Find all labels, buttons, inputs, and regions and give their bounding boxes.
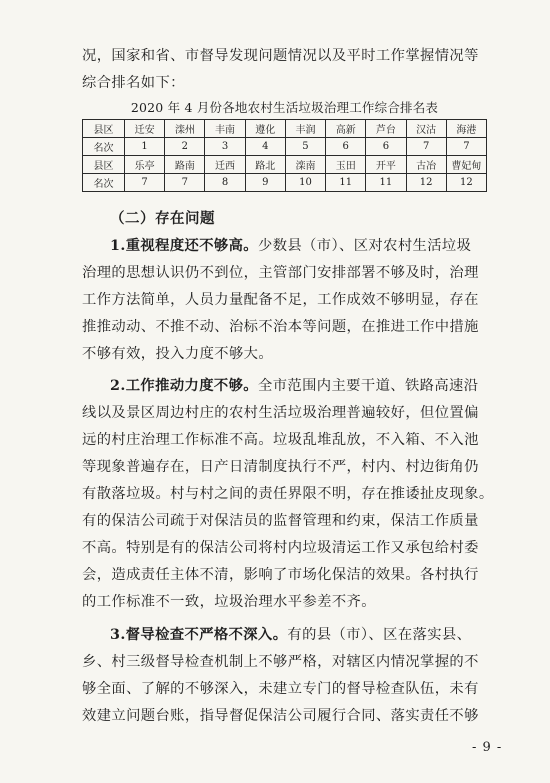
paragraph-1-line-5: 不够有效，投入力度不够大。 xyxy=(82,346,274,362)
table-cell: 8 xyxy=(205,174,245,192)
table-cell: 7 xyxy=(446,138,486,156)
table-cell: 滦南 xyxy=(285,156,325,174)
section-heading: （二）存在问题 xyxy=(110,210,215,227)
paragraph-1-line-1: 1.重视程度还不够高。少数县（市）、区对农村生活垃圾 xyxy=(110,238,472,254)
table-cell: 乐亭 xyxy=(125,156,165,174)
table-cell: 7 xyxy=(125,174,165,192)
table-cell: 曹妃甸 xyxy=(446,156,486,174)
table-cell: 迁安 xyxy=(125,120,165,138)
table-cell: 6 xyxy=(366,138,406,156)
ranking-table xyxy=(82,119,487,192)
table-cell: 丰南 xyxy=(205,120,245,138)
table-cell: 遵化 xyxy=(245,120,285,138)
paragraph-3-line-2: 乡、村三级督导检查机制上不够严格，对辖区内情况掌握的不 xyxy=(82,654,479,670)
table-cell: 7 xyxy=(406,138,446,156)
intro-line-2: 综合排名如下： xyxy=(82,75,185,91)
table-cell: 7 xyxy=(165,174,205,192)
paragraph-2-line-3: 远的村庄治理工作标准不高。垃圾乱堆乱放，不入箱、不入池 xyxy=(82,432,479,448)
paragraph-3-line-3: 够全面、了解的不够深入，未建立专门的督导检查队伍，未有 xyxy=(82,681,479,697)
paragraph-2-line-7: 不高。特别是有的保洁公司将村内垃圾清运工作又承包给村委 xyxy=(82,540,479,556)
paragraph-2-line-5: 有散落垃圾。村与村之间的责任界限不明，存在推诿扯皮现象。 xyxy=(82,486,494,502)
row-header: 名次 xyxy=(83,138,125,156)
table-cell: 玉田 xyxy=(326,156,366,174)
paragraph-1-line-3: 工作方法简单，人员力量配备不足，工作成效不够明显，存在 xyxy=(82,292,479,308)
paragraph-1-line-4: 推推动动、不推不动、治标不治本等问题，在推进工作中措施 xyxy=(82,319,479,335)
table-cell: 9 xyxy=(245,174,285,192)
table-cell: 路南 xyxy=(165,156,205,174)
paragraph-3-title: 3.督导检查不严格不深入。 xyxy=(110,627,288,643)
paragraph-2-title: 2.工作推动力度不够。 xyxy=(110,378,258,394)
table-cell: 丰润 xyxy=(285,120,325,138)
paragraph-2-line-2: 线以及景区周边村庄的农村生活垃圾治理普遍较好，但位置偏 xyxy=(82,405,479,421)
table-cell: 12 xyxy=(446,174,486,192)
table-cell: 芦台 xyxy=(366,120,406,138)
paragraph-1-title: 1.重视程度还不够高。 xyxy=(110,238,258,254)
row-header: 名次 xyxy=(83,174,125,192)
table-row xyxy=(83,174,487,192)
page-number: - 9 - xyxy=(472,740,503,755)
paragraph-2-line-8: 会，造成责任主体不清，影响了市场化保洁的效果。各村执行 xyxy=(82,567,479,583)
table-cell: 5 xyxy=(285,138,325,156)
paragraph-2-line-4: 等现象普遍存在，日产日清制度执行不严，村内、村边街角仍 xyxy=(82,459,479,475)
table-cell: 滦州 xyxy=(165,120,205,138)
table-cell: 6 xyxy=(326,138,366,156)
table-cell: 古冶 xyxy=(406,156,446,174)
table-cell: 3 xyxy=(205,138,245,156)
paragraph-2-line-9: 的工作标准不一致，垃圾治理水平参差不齐。 xyxy=(82,594,376,610)
table-cell: 高新 xyxy=(326,120,366,138)
table-cell: 汉沽 xyxy=(406,120,446,138)
table-cell: 海港 xyxy=(446,120,486,138)
table-row xyxy=(83,138,487,156)
table-cell: 开平 xyxy=(366,156,406,174)
table-cell: 11 xyxy=(326,174,366,192)
paragraph-2-line-1: 2.工作推动力度不够。全市范围内主要干道、铁路高速沿 xyxy=(110,378,479,394)
table-cell: 10 xyxy=(285,174,325,192)
table-cell: 路北 xyxy=(245,156,285,174)
table-title: 2020 年 4 月份各地农村生活垃圾治理工作综合排名表 xyxy=(130,100,439,115)
table-cell: 4 xyxy=(245,138,285,156)
table-cell: 12 xyxy=(406,174,446,192)
table-cell: 1 xyxy=(125,138,165,156)
paragraph-2-line-6: 有的保洁公司疏于对保洁员的监督管理和约束，保洁工作质量 xyxy=(82,513,479,529)
table-cell: 2 xyxy=(165,138,205,156)
paragraph-1-line-2: 治理的思想认识仍不到位，主管部门安排部署不够及时，治理 xyxy=(82,265,479,281)
table-cell: 迁西 xyxy=(205,156,245,174)
intro-line-1: 况，国家和省、市督导发现问题情况以及平时工作掌握情况等 xyxy=(82,48,479,64)
paragraph-3-line-4: 效建立问题台账，指导督促保洁公司履行合同、落实责任不够 xyxy=(82,708,479,724)
table-row xyxy=(83,156,487,174)
table-row xyxy=(83,120,487,138)
paragraph-3-line-1: 3.督导检查不严格不深入。有的县（市）、区在落实县、 xyxy=(110,627,472,643)
row-header: 县区 xyxy=(83,156,125,174)
table-cell: 11 xyxy=(366,174,406,192)
row-header: 县区 xyxy=(83,120,125,138)
